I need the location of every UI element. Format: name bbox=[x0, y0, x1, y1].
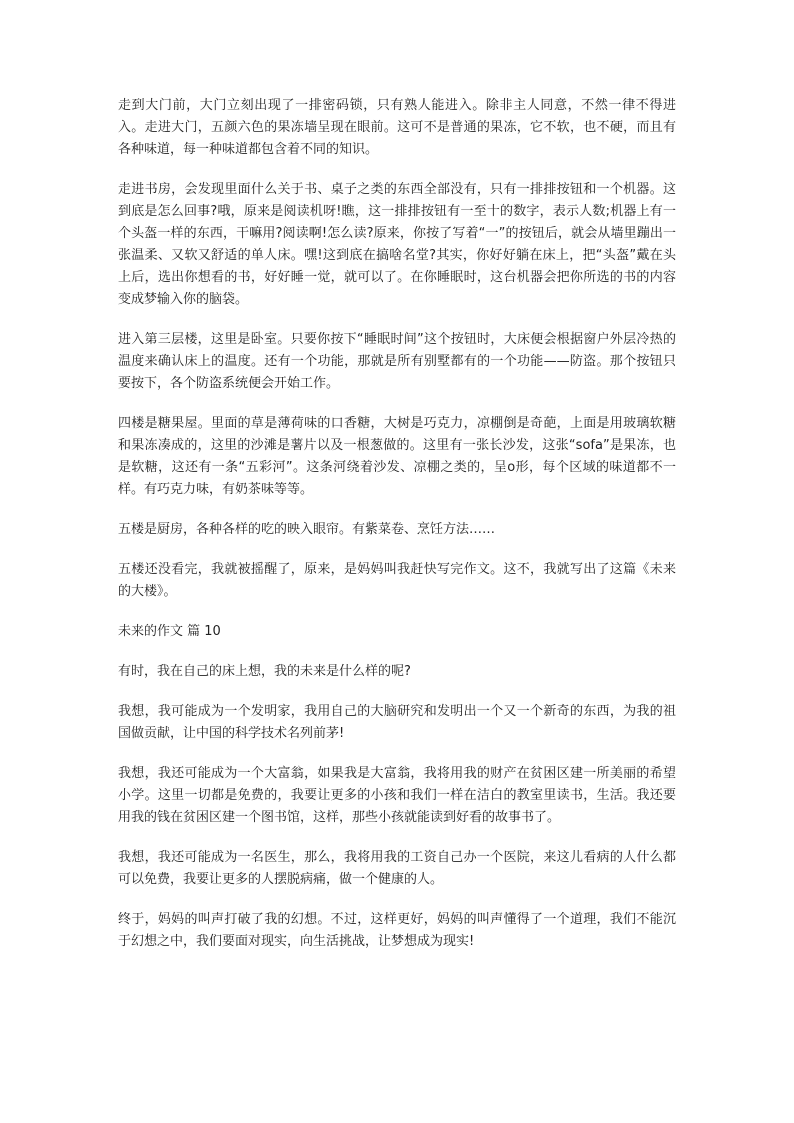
paragraph-bedroom: 进入第三层楼，这里是卧室。只要你按下“睡眠时间”这个按钮时，大床便会根据窗户外层冷热的温度来确认床上的温度。还有一个功能，那就是所有别墅都有的一个功能——防盗。那个按钮只要按下，各个防盗系统便会开始工作。 bbox=[118, 332, 676, 391]
paragraph-study: 走进书房，会发现里面什么关于书、桌子之类的东西全部没有，只有一排排按钮和一个机器。这到底是怎么回事?哦，原来是阅读机呀!瞧，这一排排按钮有一至十的数字，表示人数;机器上有一个头盔一样的东西，干嘛用?阅读啊!怎么读?原来，你按了写着“一”的按钮后，就会从墙里蹦出一张温柔、又软又舒适的单人床。嘿!这到底在搞啥名堂?其实，你好好躺在床上，把“头盔”戴在头上后，选出你想看的书，好好睡一觉，就可以了。在你睡眠时，这台机器会把你所选的书的内容变成梦输入你的脑袋。 bbox=[118, 182, 676, 307]
document-page bbox=[118, 95, 676, 971]
paragraph-inventor: 我想，我可能成为一个发明家，我用自己的大脑研究和发明出一个又一个新奇的东西，为我的祖国做贡献，让中国的科学技术名列前茅! bbox=[118, 704, 676, 741]
paragraph-kitchen: 五楼是厨房，各种各样的吃的映入眼帘。有紫菜卷、烹饪方法…… bbox=[118, 522, 496, 537]
paragraph-candy-house: 四楼是糖果屋。里面的草是薄荷味的口香糖，大树是巧克力，凉棚倒是奇葩，上面是用玻璃软糖和果冻凑成的，这里的沙滩是薯片以及一根葱做的。这里有一张长沙发，这张“sofa”是果冻，也是软糖，这还有一条“五彩河”。这条河绕着沙发、凉棚之类的，呈o形，每个区域的味道都不一样。有巧克力味，有奶茶味等等。 bbox=[118, 416, 676, 497]
section-heading: 未来的作文 篇 10 bbox=[118, 624, 221, 639]
paragraph-question: 有时，我在自己的床上想，我的未来是什么样的呢? bbox=[118, 664, 411, 679]
paragraph-ending: 五楼还没看完，我就被摇醒了，原来，是妈妈叫我赶快写完作文。这不，我就写出了这篇《未来的大楼》。 bbox=[118, 562, 676, 599]
paragraph-conclusion: 终于，妈妈的叫声打破了我的幻想。不过，这样更好，妈妈的叫声懂得了一个道理，我们不能沉于幻想之中，我们要面对现实，向生活挑战，让梦想成为现实! bbox=[118, 912, 676, 949]
paragraph-gate: 走到大门前，大门立刻出现了一排密码锁，只有熟人能进入。除非主人同意，不然一律不得进入。走进大门，五颜六色的果冻墙呈现在眼前。这可不是普通的果冻，它不软，也不硬，而且有各种味道，每一种味道都包含着不同的知识。 bbox=[118, 98, 676, 157]
paragraph-rich-man: 我想，我还可能成为一个大富翁，如果我是大富翁，我将用我的财产在贫困区建一所美丽的希望小学。这里一切都是免费的，我要让更多的小孩和我们一样在洁白的教室里读书，生活。我还要用我的钱在贫困区建一个图书馆，这样，那些小孩就能读到好看的故事书了。 bbox=[118, 766, 676, 825]
paragraph-doctor: 我想，我还可能成为一名医生，那么，我将用我的工资自己办一个医院，来这儿看病的人什么都可以免费，我要让更多的人摆脱病痛，做一个健康的人。 bbox=[118, 850, 676, 887]
